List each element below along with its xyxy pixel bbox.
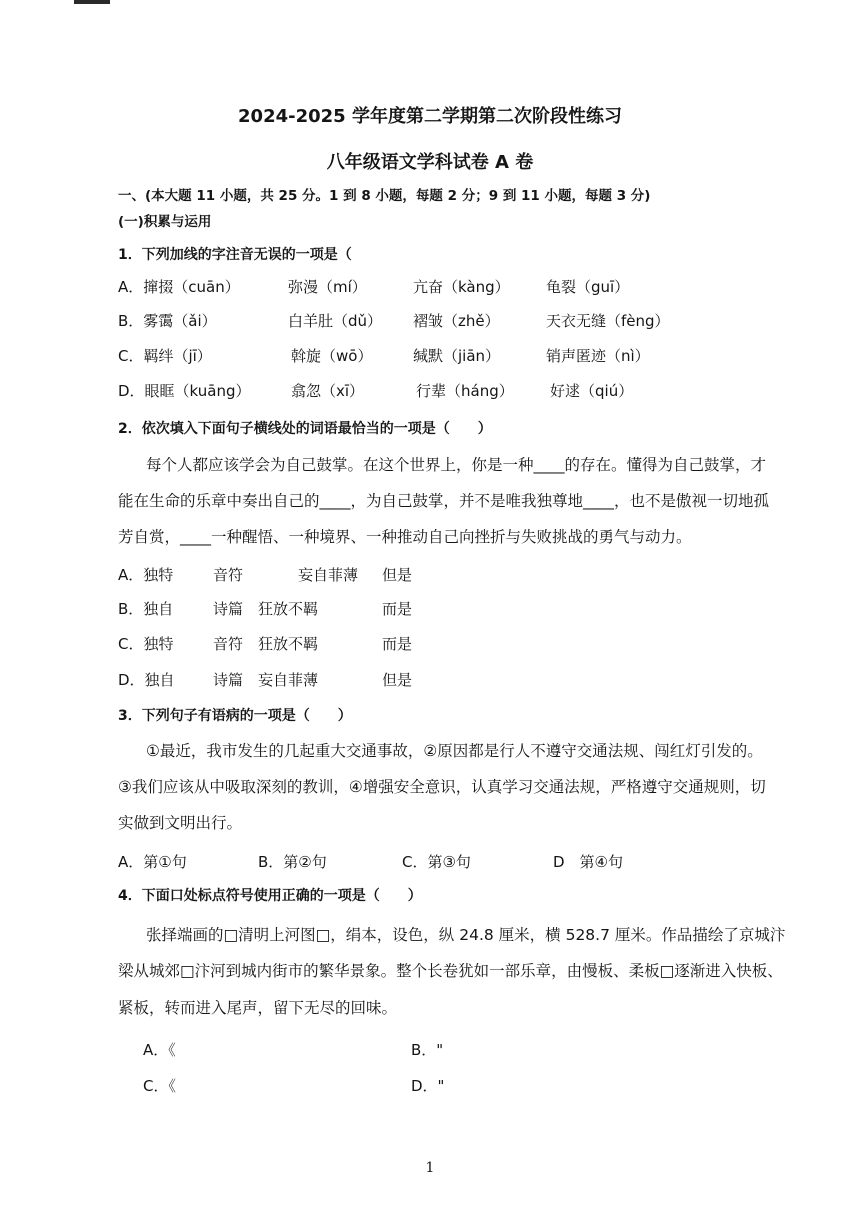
q2-option-c-4: 而是 [382,635,413,653]
q2-option-b-3: 狂放不羁 [258,600,319,618]
q2-option-a-2: 音符 [213,566,244,584]
q1-option-d-2: 翕忽（xī） [291,382,365,400]
q1-option-c-4: 销声匿迹（nì） [546,347,650,365]
q2-option-d-3: 妄自菲薄 [258,671,319,689]
q2-passage-line-2: 能在生命的乐章中奏出自己的____，为自己鼓掌，并不是唯我独尊地____，也不是傲视一切地孤 [118,492,770,510]
q2-option-c-1: C．独特 [118,635,174,653]
q3-passage-line-3: 实做到文明出行。 [118,814,243,832]
section-subheading: (一)积累与运用 [118,214,212,230]
q1-option-b-3: 褶皱（zhě） [413,312,500,330]
exam-title: 2024-2025 学年度第二学期第二次阶段性练习 [238,106,622,127]
q1-option-d-3: 行辈（háng） [416,382,514,400]
q4-option-c: C．《 [143,1077,176,1095]
q2-option-b-4: 而是 [382,600,413,618]
q3-option-d: D 第④句 [553,853,623,871]
q1-option-b-1: B．雾霭（ǎi） [118,312,217,330]
q1-option-a-3: 亢奋（kàng） [413,278,510,296]
q2-option-d-4: 但是 [382,671,413,689]
q1-option-a-4: 龟裂（guī） [546,278,630,296]
q2-option-a-4: 但是 [382,566,413,584]
q1-option-c-1: C．羁绊（jī） [118,347,212,365]
exam-subtitle: 八年级语文学科试卷 A 卷 [326,152,534,173]
question-4-stem: 4．下面口处标点符号使用正确的一项是（ ） [118,888,422,904]
q3-option-c: C．第③句 [402,853,471,871]
q2-passage-line-1: 每个人都应该学会为自己鼓掌。在这个世界上，你是一种____的存在。懂得为自己鼓掌，才 [146,456,767,474]
q1-option-d-1: D．眼眶（kuāng） [118,382,251,400]
page-number: 1 [425,1160,435,1176]
q3-passage-line-2: ③我们应该从中吸取深刻的教训，④增强安全意识，认真学习交通法规，严格遵守交通规则，切 [118,778,766,796]
q2-option-a-1: A．独特 [118,566,174,584]
q2-option-d-2: 诗篇 [213,671,244,689]
q2-option-b-2: 诗篇 [213,600,244,618]
q1-option-b-4: 天衣无缝（fèng） [546,312,670,330]
q1-option-c-2: 斡旋（wō） [291,347,373,365]
q1-option-d-4: 好逑（qiú） [550,382,634,400]
q2-option-b-1: B．独自 [118,600,174,618]
q2-option-d-1: D．独自 [118,671,175,689]
q1-option-b-2: 白羊肚（dǔ） [288,312,383,330]
q3-passage-line-1: ①最近，我市发生的几起重大交通事故，②原因都是行人不遵守交通法规、闯红灯引发的。 [146,742,763,760]
question-1-stem: 1．下列加线的字注音无误的一项是（ [118,247,352,263]
q4-option-b: B．" [411,1041,444,1059]
q4-passage-line-2: 梁从城郊□汴河到城内街市的繁华景象。整个长卷犹如一部乐章，由慢板、柔板□逐渐进入快板、 [118,962,783,980]
q4-option-d: D．" [411,1077,445,1095]
q2-option-c-2: 音符 [213,635,244,653]
q1-option-a-2: 弥漫（mí） [288,278,367,296]
q4-passage-line-1: 张择端画的□清明上河图□，绢本，设色，纵 24.8 厘米，横 528.7 厘米。作品描绘了京城汴 [146,926,786,944]
scan-mark [74,0,110,4]
q3-option-b: B．第②句 [258,853,327,871]
q2-option-a-3: 妄自菲薄 [298,566,359,584]
question-3-stem: 3．下列句子有语病的一项是（ ） [118,708,352,724]
q4-passage-line-3: 紧板，转而进入尾声，留下无尽的回味。 [118,999,398,1017]
q2-option-c-3: 狂放不羁 [258,635,319,653]
q1-option-a-1: A．撺掇（cuān） [118,278,240,296]
q2-passage-line-3: 芳自赏，____一种醒悟、一种境界、一种推动自己向挫折与失败挑战的勇气与动力。 [118,528,692,546]
q1-option-c-3: 缄默（jiān） [413,347,501,365]
question-2-stem: 2．依次填入下面句子横线处的词语最恰当的一项是（ ） [118,421,492,437]
q3-option-a: A．第①句 [118,853,187,871]
q4-option-a: A．《 [143,1041,176,1059]
section-instruction: 一、(本大题 11 小题，共 25 分。1 到 8 小题，每题 2 分；9 到 11 小题，每题 3 分) [118,188,651,204]
